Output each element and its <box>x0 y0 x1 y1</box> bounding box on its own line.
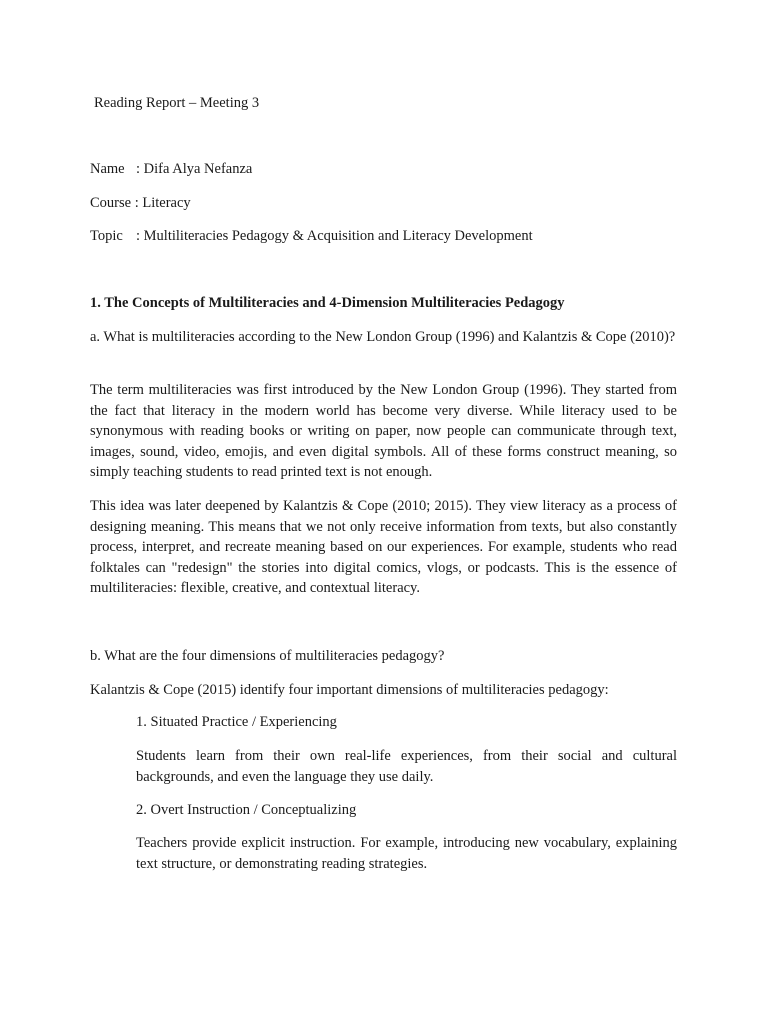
answer-a-paragraph-1: The term multiliteracies was first introduced by the New London Group (1996). They started from the fact that literacy in the modern world has become very diverse. While literacy used to be synonymous with reading books or writing on paper, now people can communicate through text, images, sound, video, emojis, and even digital symbols. All of these forms construct meaning, so simply teaching students to read printed text is not enough. <box>90 382 677 481</box>
dimension-1-text: Students learn from their own real-life experiences, from their social and cultural backgrounds, and even the language they use daily. <box>136 748 677 785</box>
name-label: Name <box>90 161 125 177</box>
answer-b-intro: Kalantzis & Cope (2015) identify four important dimensions of multiliteracies pedagogy: <box>90 682 609 698</box>
document-title: Reading Report – Meeting 3 <box>94 95 260 111</box>
course-label: Course <box>90 195 132 211</box>
meta-course-row <box>90 194 191 212</box>
dimension-2-title: 2. Overt Instruction / Conceptualizing <box>136 802 357 818</box>
section-heading: 1. The Concepts of Multiliteracies and 4-Dimension Multiliteracies Pedagogy <box>90 295 565 311</box>
question-b: b. What are the four dimensions of multiliteracies pedagogy? <box>90 648 445 664</box>
meta-name-row <box>90 160 252 178</box>
answer-a-paragraph-2: This idea was later deepened by Kalantzis & Cope (2010; 2015). They view literacy as a process of designing meaning. This means that we not only receive information from texts, but also constantly process, interpret, and recreate meaning based on our experiences. For example, students who read folktales can "redesign" the stories into digital comics, vlogs, or podcasts. This is the essence of multiliteracies: flexible, creative, and contextual literacy. <box>90 498 677 597</box>
topic-label: Topic <box>90 228 123 244</box>
dimension-2-text: Teachers provide explicit instruction. For example, introducing new vocabulary, explaining text structure, or demonstrating reading strategies. <box>136 835 677 872</box>
topic-value: : Multiliteracies Pedagogy & Acquisition and Literacy Development <box>136 228 533 244</box>
course-value: : Literacy <box>134 195 191 211</box>
question-a: a. What is multiliteracies according to the New London Group (1996) and Kalantzis & Cope (2010)? <box>90 329 676 345</box>
name-value: : Difa Alya Nefanza <box>136 161 253 177</box>
dimension-1-title: 1. Situated Practice / Experiencing <box>136 714 337 730</box>
meta-topic-row <box>90 227 533 245</box>
